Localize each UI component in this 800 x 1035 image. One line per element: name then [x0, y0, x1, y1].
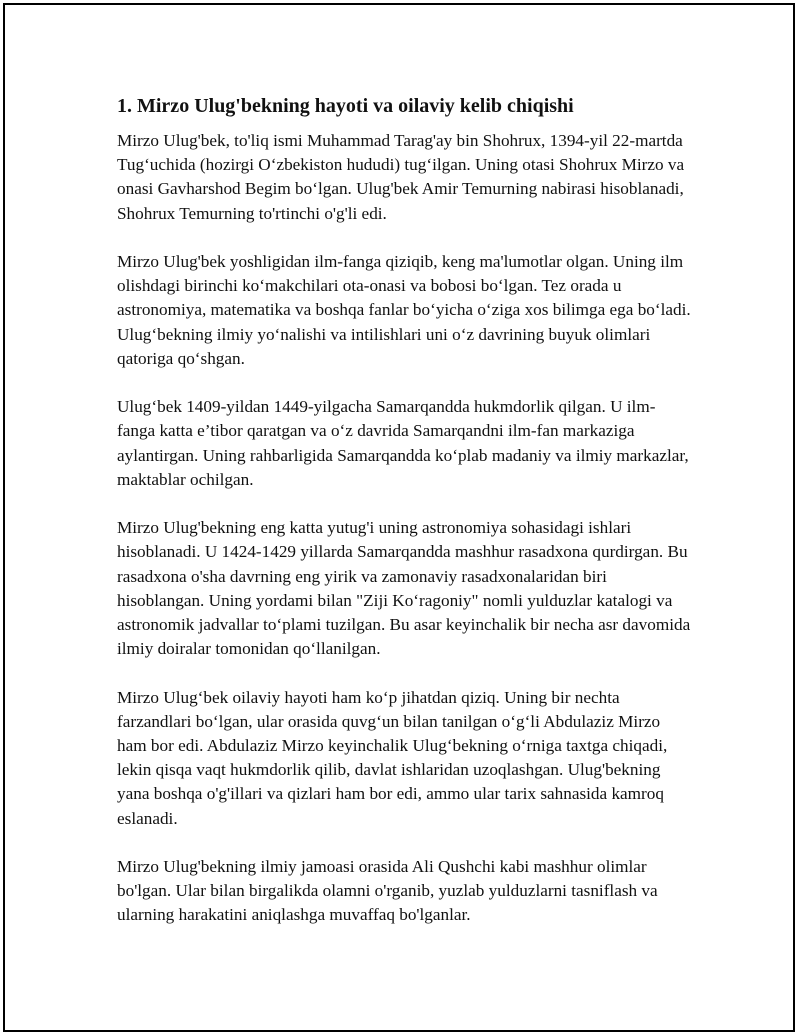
paragraph-family: Mirzo Ulug‘bek oilaviy hayoti ham ko‘p jihatdan qiziq. Uning bir nechta farzandlari bo‘lgan, ular orasida quvg‘un bilan tanilgan o‘g‘li Abdulaziz Mirzo ham bor edi. Abdulaziz Mirzo keyinchalik Ulug‘bekning o‘rniga taxtga chiqadi, lekin qisqa vaqt hukmdorlik qilib, davlat ishlaridan uzoqlashgan. Ulug'bekning yana boshqa o'g'illari va qizlari ham bor edi, ammo ular tarix sahnasida kamroq eslanadi.: [117, 687, 668, 828]
section-heading: 1. Mirzo Ulug'bekning hayoti va oilaviy kelib chiqishi: [117, 95, 574, 117]
paragraph-scholars: Mirzo Ulug'bekning ilmiy jamoasi orasida Ali Qushchi kabi mashhur olimlar bo'lgan. Ular bilan birgalikda olamni o'rganib, yuzlab yulduzlarni tasniflash va ularning harakatini aniqlashga muvaffaq bo'lganlar.: [117, 857, 658, 925]
paragraph-reign: Ulug‘bek 1409-yildan 1449-yilgacha Samarqandda hukmdorlik qilgan. U ilm-fanga katta e’tibor qaratgan va o‘z davrida Samarqandni ilm-fan markaziga aylantirgan. Uning rahbarligida Samarqandda ko‘plab madaniy va ilmiy markazlar, maktablar ochilgan.: [117, 397, 689, 489]
paragraph-birth: Mirzo Ulug'bek, to'liq ismi Muhammad Tarag'ay bin Shohrux, 1394-yil 22-martda Tug‘uchida (hozirgi O‘zbekiston hududi) tug‘ilgan. Uning otasi Shohrux Mirzo va onasi Gavharshod Begim bo‘lgan. Ulug'bek Amir Temurning nabirasi hisoblanadi, Shohrux Temurning to'rtinchi o'g'li edi.: [117, 131, 685, 223]
paragraph-education: Mirzo Ulug'bek yoshligidan ilm-fanga qiziqib, keng ma'lumotlar olgan. Uning ilm olishdagi birinchi ko‘makchilari ota-onasi va bobosi bo‘lgan. Tez orada u astronomiya, matematika va boshqa fanlar bo‘yicha o‘ziga xos bilimga ega bo‘ladi. Ulug‘bekning ilmiy yo‘nalishi va intilishlari uni o‘z davrining buyuk olimlari qatoriga qo‘shgan.: [117, 252, 691, 368]
document-body: [117, 92, 692, 952]
paragraph-observatory: Mirzo Ulug'bekning eng katta yutug'i uning astronomiya sohasidagi ishlari hisoblanadi. U 1424-1429 yillarda Samarqandda mashhur rasadxona qurdirgan. Bu rasadxona o'sha davrning eng yirik va zamonaviy rasadxonalaridan biri hisoblangan. Uning yordami bilan "Ziji Ko‘ragoniy" nomli yulduzlar katalogi va astronomik jadvallar to‘plami tuzilgan. Bu asar keyinchalik bir necha asr davomida ilmiy doiralar tomonidan qo‘llanilgan.: [117, 518, 691, 659]
